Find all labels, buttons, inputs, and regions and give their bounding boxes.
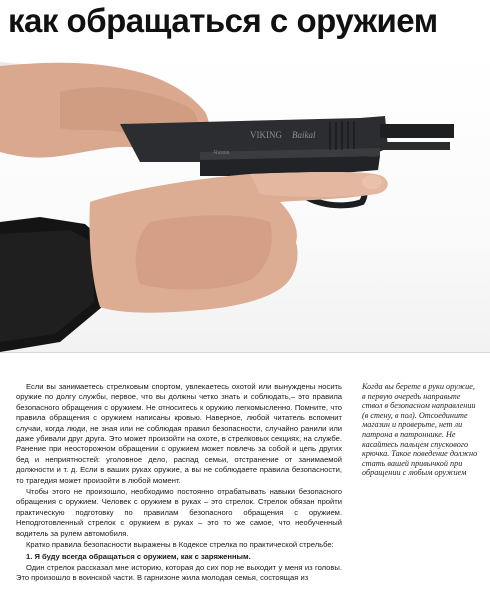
pistol-barrel-shape <box>380 124 454 138</box>
body-paragraph: Чтобы этого не произошло, необходимо постоянно отрабатывать навыки безопасного обращения с оружием. Человек с оружием в руках – это стрелок. Стрелок обязан пройти практическую подготовку по правилам безопасного обращения с оружием. Неподготовленный стрелок с оружием в руках – это то же самое, что необученный водитель за рулем автомобиля. <box>16 487 342 538</box>
pistol-photo <box>0 52 490 352</box>
body-paragraph: Если вы занимаетесь стрелковым спортом, увлекаетесь охотой или вынуждены носить оружие по долгу службы, первое, что вы должны четко знать и соблюдать,– это правила безопасного обращения с оружием. Не относитесь к оружию легкомысленно. Помните, что правила обращения с оружием написаны кровью. Наверное, любой читатель вспомнит случаи, когда люди, не зная или не соблюдая правил безопасности, случайно ранили или даже убивали друг друга. Это может произойти на охоте, в стрелковых секциях, на службе. Ранение при неосторожном обращении с оружием может повлечь за собой и цепь других бед и неприятностей: уголовное дело, распад семьи, отстранение от занимаемой должности и т. д. Если в ваших руках оружие, а вы не соблюдаете правила безопасности, то трагедия может произойти в любой момент. <box>16 382 342 485</box>
page-title: как обращаться с оружием <box>8 2 438 39</box>
sidebar-caption <box>362 382 480 478</box>
caption-text: Когда вы берете в руки оружие, в первую очередь направьте ствол в безопасном направлении (в стену, в пол). Отсоедините магазин и проверьте, нет ли патрона в патроннике. Не касайтесь пальцем спускового крючка. Такое поведение должно стать вашей привычкой при обращении с любым оружием <box>362 382 478 478</box>
article-body <box>16 382 342 585</box>
photo-divider <box>0 352 490 353</box>
body-paragraph: Один стрелок рассказал мне историю, которая до сих пор не выходит у меня из головы. Это произошло в воинской части. В гарнизоне жила молодая семья, состоящая из <box>16 562 342 583</box>
slide-engraving: VIKING <box>250 130 282 140</box>
frame-marking: Russia <box>214 150 230 156</box>
slide-logo: Baikal <box>292 130 316 140</box>
thumbnail-shape <box>362 175 382 189</box>
rule-heading: 1. Я буду всегда обращаться с оружием, как с заряженным. <box>26 551 251 561</box>
body-paragraph: Кратко правила безопасности выражены в Кодексе стрелка по практической стрельбе: <box>26 540 334 550</box>
